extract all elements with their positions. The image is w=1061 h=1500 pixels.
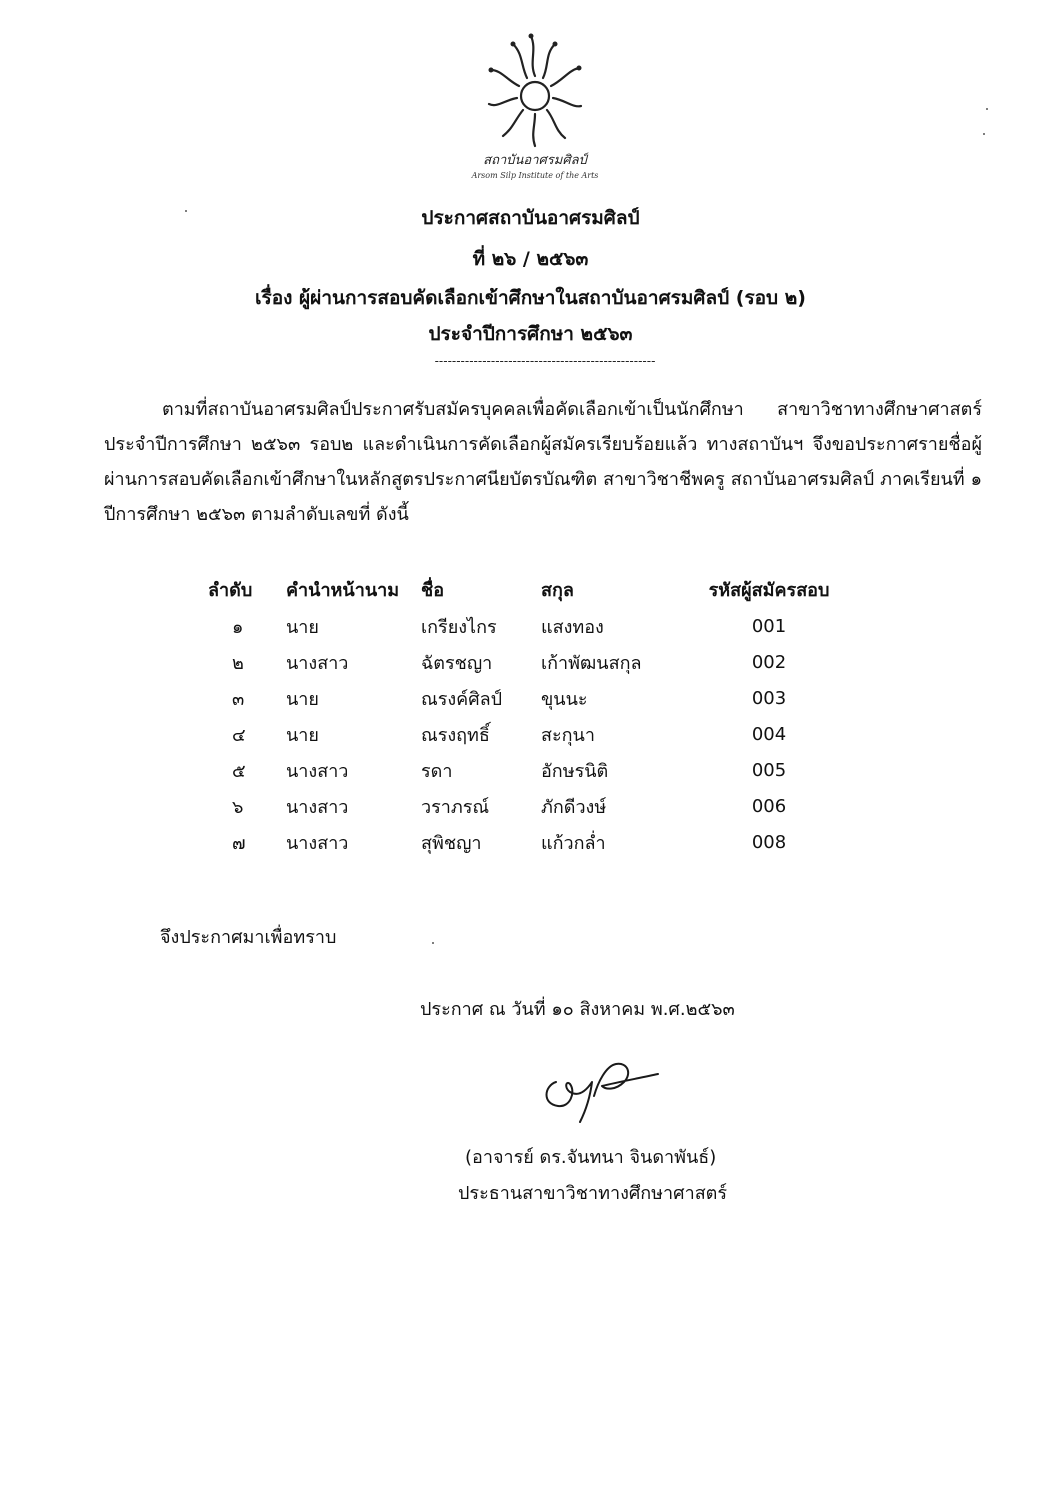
table-row bbox=[208, 644, 849, 680]
announcement-subject: เรื่อง ผู้ผ่านการสอบคัดเลือกเข้าศึกษาในสถาบันอาศรมศิลป์ (รอบ ๒) bbox=[255, 287, 806, 309]
row-code: 001 bbox=[751, 615, 787, 637]
candidate-table bbox=[208, 570, 849, 860]
body-paragraph-text: ตามที่สถาบันอาศรมศิลป์ประกาศรับสมัครบุคคลเพื่อคัดเลือกเข้าเป็นนักศึกษา สาขาวิชาทางศึกษาศาสตร์ ประจำปีการศึกษา ๒๕๖๓ รอบ๒ และดำเนินการคัดเลือกผู้สมัครเรียบร้อยแล้ว ทางสถาบันฯ จึงขอประกาศรายชื่อผู้ผ่านการสอบคัดเลือกเข้าศึกษาในหลักสูตรประกาศนียบัตรบัณฑิต สาขาวิชาชีพครู สถาบันอาศรมศิลป์ ภาคเรียนที่ ๑ ปีการศึกษา ๒๕๖๓ ตามลำดับเลขที่ ดังนี้ bbox=[104, 399, 982, 525]
row-name: วราภรณ์ bbox=[421, 796, 490, 818]
row-title: นางสาว bbox=[286, 796, 349, 818]
table-row bbox=[208, 788, 849, 824]
scan-speck bbox=[185, 210, 187, 212]
row-no: ๗ bbox=[232, 832, 246, 854]
header-name: ชื่อ bbox=[421, 579, 445, 601]
header-surname: สกุล bbox=[541, 579, 574, 601]
row-name: ณรงค์ศิลป์ bbox=[421, 688, 503, 710]
header-code: รหัสผู้สมัครสอบ bbox=[708, 579, 830, 601]
row-title: นางสาว bbox=[286, 832, 349, 854]
row-title: นาย bbox=[286, 724, 319, 746]
sun-emblem-icon bbox=[485, 28, 585, 153]
institute-logo bbox=[465, 28, 605, 180]
row-surname: แก้วกล่ำ bbox=[541, 832, 606, 854]
row-name: ฉัตรชญา bbox=[421, 652, 493, 674]
academic-year: ประจำปีการศึกษา ๒๕๖๓ bbox=[428, 323, 633, 345]
row-no: ๓ bbox=[232, 688, 245, 710]
row-code: 004 bbox=[751, 723, 787, 745]
row-name: สุพิชญา bbox=[421, 832, 482, 854]
table-header-row bbox=[208, 570, 849, 608]
row-name: เกรียงไกร bbox=[421, 616, 497, 638]
scan-speck bbox=[983, 133, 985, 135]
row-title: นางสาว bbox=[286, 652, 349, 674]
row-surname: อักษรนิติ bbox=[541, 760, 609, 782]
table-row bbox=[208, 824, 849, 860]
table-row bbox=[208, 752, 849, 788]
row-surname: ภักดีวงษ์ bbox=[541, 796, 607, 818]
row-surname: ขุนนะ bbox=[541, 688, 588, 710]
logo-english-text: Arsom Silp Institute of the Arts bbox=[471, 171, 599, 180]
announcement-date: ประกาศ ณ วันที่ ๑๐ สิงหาคม พ.ศ.๒๕๖๓ bbox=[420, 999, 735, 1020]
row-no: ๖ bbox=[232, 796, 244, 818]
table-row bbox=[208, 716, 849, 752]
row-no: ๑ bbox=[232, 616, 244, 638]
row-no: ๒ bbox=[232, 652, 244, 674]
scan-speck bbox=[432, 942, 434, 944]
row-no: ๕ bbox=[232, 760, 246, 782]
body-paragraph bbox=[104, 392, 982, 532]
logo-thai-text: สถาบันอาศรมศิลป์ bbox=[483, 153, 587, 168]
table-row bbox=[208, 608, 849, 644]
row-code: 003 bbox=[751, 687, 787, 709]
row-surname: เก้าพัฒนสกุล bbox=[541, 652, 642, 674]
row-title: นาย bbox=[286, 616, 319, 638]
row-code: 008 bbox=[751, 831, 787, 853]
header-divider: --------------------------------------------------- bbox=[434, 354, 656, 368]
row-title: นางสาว bbox=[286, 760, 349, 782]
row-name: ณรงฤทธิ์ bbox=[421, 724, 490, 746]
table-row bbox=[208, 680, 849, 716]
scan-speck bbox=[986, 108, 988, 110]
row-no: ๔ bbox=[232, 724, 246, 746]
row-code: 005 bbox=[751, 759, 787, 781]
signature-mark bbox=[536, 1052, 666, 1136]
row-code: 006 bbox=[751, 795, 787, 817]
row-code: 002 bbox=[751, 651, 787, 673]
row-surname: สะกุนา bbox=[541, 724, 595, 746]
row-title: นาย bbox=[286, 688, 319, 710]
header-title: คำนำหน้านาม bbox=[286, 579, 400, 601]
signer-position: ประธานสาขาวิชาทางศึกษาศาสตร์ bbox=[458, 1183, 728, 1204]
row-name: รดา bbox=[421, 760, 453, 782]
announcement-title: ประกาศสถาบันอาศรมศิลป์ bbox=[421, 207, 640, 229]
header-no: ลำดับ bbox=[208, 579, 253, 601]
row-surname: แสงทอง bbox=[541, 616, 604, 638]
closing-statement: จึงประกาศมาเพื่อทราบ bbox=[160, 927, 337, 948]
signer-name: (อาจารย์ ดร.จันทนา จินดาพันธ์) bbox=[465, 1147, 717, 1168]
announcement-number: ที่ ๒๖ / ๒๕๖๓ bbox=[472, 248, 589, 270]
